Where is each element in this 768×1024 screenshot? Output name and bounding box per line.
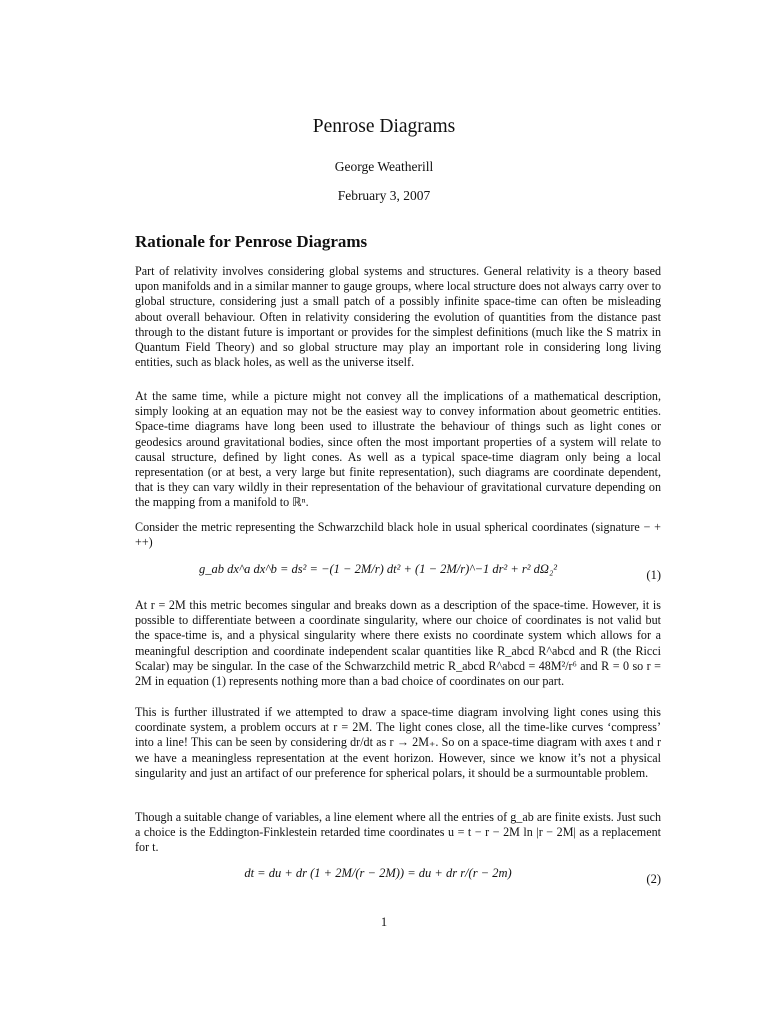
paper-date: February 3, 2007: [337, 188, 431, 203]
paragraph-6: Though a suitable change of variables, a line element where all the entries of g_ab are finite exists. Just such a choice is the Eddington-Finklestein retarded time coordinates u = t − r − 2M ln |r − 2M| as a replacement for t.: [135, 810, 661, 855]
paper-author: George Weatherill: [334, 159, 434, 174]
equation-1: [135, 556, 661, 590]
equation-2-body: dt = du + dr (1 + 2M/(r − 2M)) = du + dr r/(r − 2m): [244, 866, 512, 880]
equation-1-number: (1): [646, 568, 661, 582]
paper-title: Penrose Diagrams: [312, 116, 456, 137]
equation-2: [135, 860, 661, 894]
page-number: 1: [380, 915, 388, 929]
equation-2-number: (2): [646, 872, 661, 886]
paragraph-2: At the same time, while a picture might not convey all the implications of a mathematical description, simply looking at an equation may not be the easiest way to convey information about geometric entities. Space-time diagrams have long been used to illustrate the behaviour of things such as light cones or geodesics around gravitational bodies, since often the most important properties of a system will relate to causal structure, defined by light cones. As well as a typical space-time diagram only being a local representation (or at best, a very large but finite representation), such diagrams are coordinate dependent, that is they can vary wildly in their representation of the behaviour of gravitational curvature depending on the mapping from a manifold to ℝⁿ.: [135, 389, 661, 510]
equation-1-body: g_ab dx^a dx^b = ds² = −(1 − 2M/r) dt² + (1 − 2M/r)^−1 dr² + r² dΩ₂²: [198, 562, 558, 576]
paragraph-3: Consider the metric representing the Schwarzchild black hole in usual spherical coordinates (signature − + ++): [135, 520, 661, 550]
section-heading: Rationale for Penrose Diagrams: [135, 232, 368, 251]
paragraph-5: This is further illustrated if we attempted to draw a space-time diagram involving light cones using this coordinate system, a problem occurs at r = 2M. The light cones close, all the time-like curves ‘compress’ into a line! This can be seen by considering dr/dt as r → 2M₊. So on a space-time diagram with axes t and r we have a meaningless representation at the event horizon. However, since we know it’s not a physical singularity and just an artifact of our preference for spherical polars, it should be a surmountable problem.: [135, 705, 661, 780]
paragraph-4: At r = 2M this metric becomes singular and breaks down as a description of the space-time. However, it is possible to differentiate between a coordinate singularity, where our choice of coordinates is not valid but the space-time is, and a physical singularity where there exists no coordinate system which allows for a meaningful description and coordinate independent scalar quantities like R_abcd R^abcd and R (the Ricci Scalar) may be singular. In the case of the Schwarzchild metric R_abcd R^abcd = 48M²/r⁶ and R = 0 so r = 2M in equation (1) represents nothing more than a bad choice of coordinates on our part.: [135, 598, 661, 689]
paragraph-1: Part of relativity involves considering global systems and structures. General relativity is a theory based upon manifolds and in a similar manner to gauge groups, where local structure does not always carry over to global structure, considering just a small patch of a possibly infinite space-time can often be misleading about overall behaviour. Often in relativity considering the evolution of quantities from the distance past through to the distant future is important or provides for the simplest definitions (much like the S matrix in Quantum Field Theory) and so global structure may play an important role in considering long living entities, such as black holes, as well as the universe itself.: [135, 264, 661, 370]
